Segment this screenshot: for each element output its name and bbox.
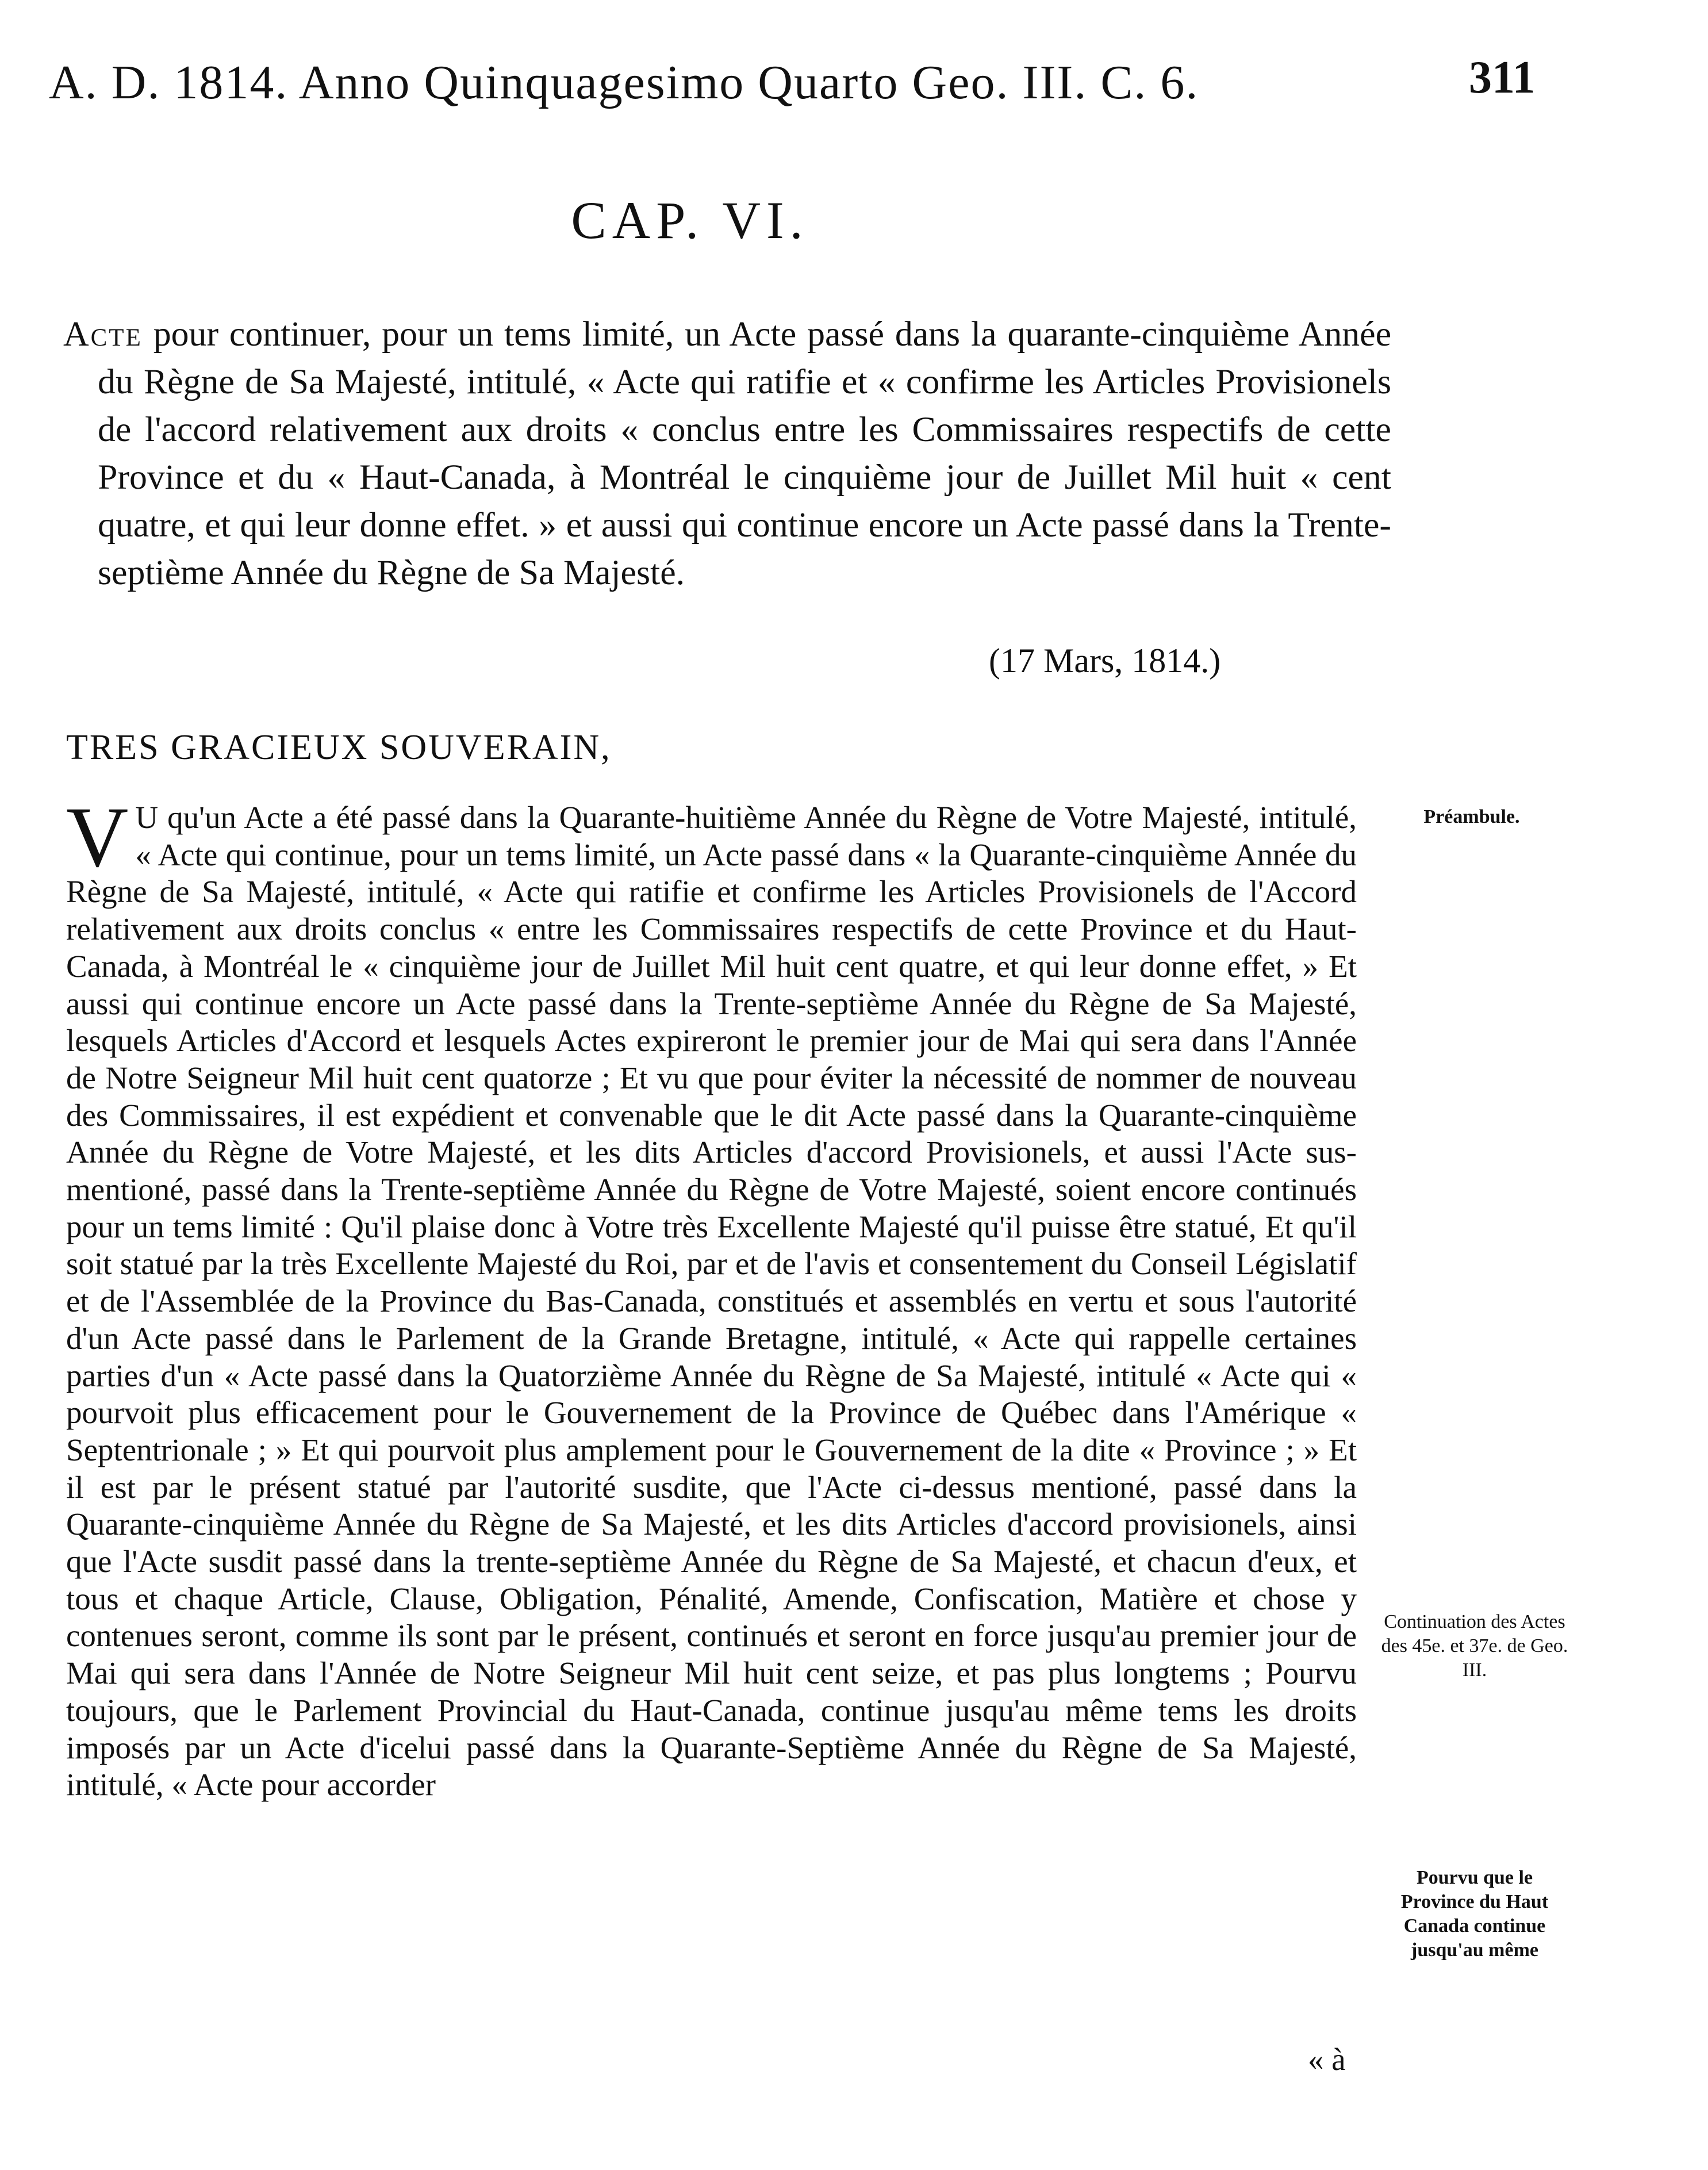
- act-title-lead: Acte: [63, 315, 143, 354]
- sidenote-preamble: Préambule.: [1423, 806, 1520, 827]
- catchword: « à: [1308, 2042, 1346, 2077]
- chapter-heading: CAP. VI.: [571, 191, 809, 250]
- page-number: 311: [1469, 52, 1536, 103]
- sidenote-proviso: Pourvu que le Province du Haut Canada continue jusqu'au même: [1400, 1867, 1549, 1961]
- body-paragraph: [66, 789, 1357, 1804]
- sidenote-continuation: Continuation des Actes des 45e. et 37e. de Geo. III.: [1381, 1611, 1568, 1681]
- act-title-text: pour continuer, pour un tems limité, un Acte passé dans la quarante-cinquième Année du Règne de Sa Majesté, intitulé, « Acte qui ratifie et « confirme les Articles Provisionels de l'accord relativement aux droits « conclus entre les Commissaires respectifs de cette Province et du « Haut-Canada, à Montréal le cinquième jour de Juillet Mil huit « cent quatre, et qui leur donne effet. » et aussi qui continue encore un Acte passé dans la Trente-septième Année du Règne de Sa Majesté.: [98, 315, 1391, 592]
- salutation: TRES GRACIEUX SOUVERAIN,: [66, 728, 612, 767]
- body-text: U qu'un Acte a été passé dans la Quarante-huitième Année du Règne de Votre Majesté, intitulé, « Acte qui continue, pour un tems limité, un Acte passé dans « la Quarante-cinquième Année du Règne de Sa Majesté, intitulé, « Acte qui ratifie et confirme les Articles Provisionels de l'Accord relativement aux droits conclus « entre les Commissaires respectifs de cette Province et du Haut-Canada, à Montréal le « cinquième jour de Juillet Mil huit cent quatre, et qui leur donne effet, » Et aussi qui continue encore un Acte passé dans la Trente-septième Année du Règne de Sa Majesté, lesquels Articles d'Accord et lesquels Actes expireront le premier jour de Mai qui sera dans l'Année de Notre Seigneur Mil huit cent quatorze ; Et vu que pour éviter la nécessité de nommer de nouveau des Commissaires, il est expédient et convenable que le dit Acte passé dans la Quarante-cinquième Année du Règne de Votre Majesté, et les dits Articles d'accord Provisionels, et aussi l'Acte sus-mentioné, passé dans la Trente-septième Année du Règne de Votre Majesté, soient encore continués pour un tems limité : Qu'il plaise donc à Votre très Excellente Majesté qu'il puisse être statué, Et qu'il soit statué par la très Excellente Majesté du Roi, par et de l'avis et consentement du Conseil Législatif et de l'Assemblée de la Province du Bas-Canada, constitués et assemblés en vertu et sous l'autorité d'un Acte passé dans le Parlement de la Grande Bretagne, intitulé, « Acte qui rappelle certaines parties d'un « Acte passé dans la Quatorzième Année du Règne de Sa Majesté, intitulé « Acte qui « pourvoit plus efficacement pour le Gouvernement de la Province de Québec dans l'Amérique « Septentrionale ; » Et qui pourvoit plus amplement pour le Gouvernement de la dite « Province ; » Et il est par le présent statué par l'autorité susdite, que l'Acte ci-dessus mentioné, passé dans la Quarante-cinquième Année du Règne de Sa Majesté, et les dits Articles d'accord provisionels, ainsi que l'Acte susdit passé dans la trente-septième Année du Règne de Sa Majesté, et chacun d'eux, et tous et chaque Article, Clause, Obligation, Pénalité, Amende, Confiscation, Matière et chose y contenues seront, comme ils sont par le présent, continués et seront en force jusqu'au premier jour de Mai qui sera dans l'Année de Notre Seigneur Mil huit cent seize, et pas plus longtems ; Pourvu toujours, que le Parlement Provincial du Haut-Canada, continue jusqu'au même tems les droits imposés par un Acte d'icelui passé dans la Quarante-Septième Année du Règne de Sa Majesté, intitulé, « Acte pour accorder: [66, 800, 1357, 1803]
- act-date: (17 Mars, 1814.): [989, 642, 1221, 680]
- running-head: A. D. 1814. Anno Quinquagesimo Quarto Geo. III. C. 6.: [49, 56, 1199, 109]
- act-title: [63, 310, 1391, 597]
- drop-cap: V: [66, 789, 129, 885]
